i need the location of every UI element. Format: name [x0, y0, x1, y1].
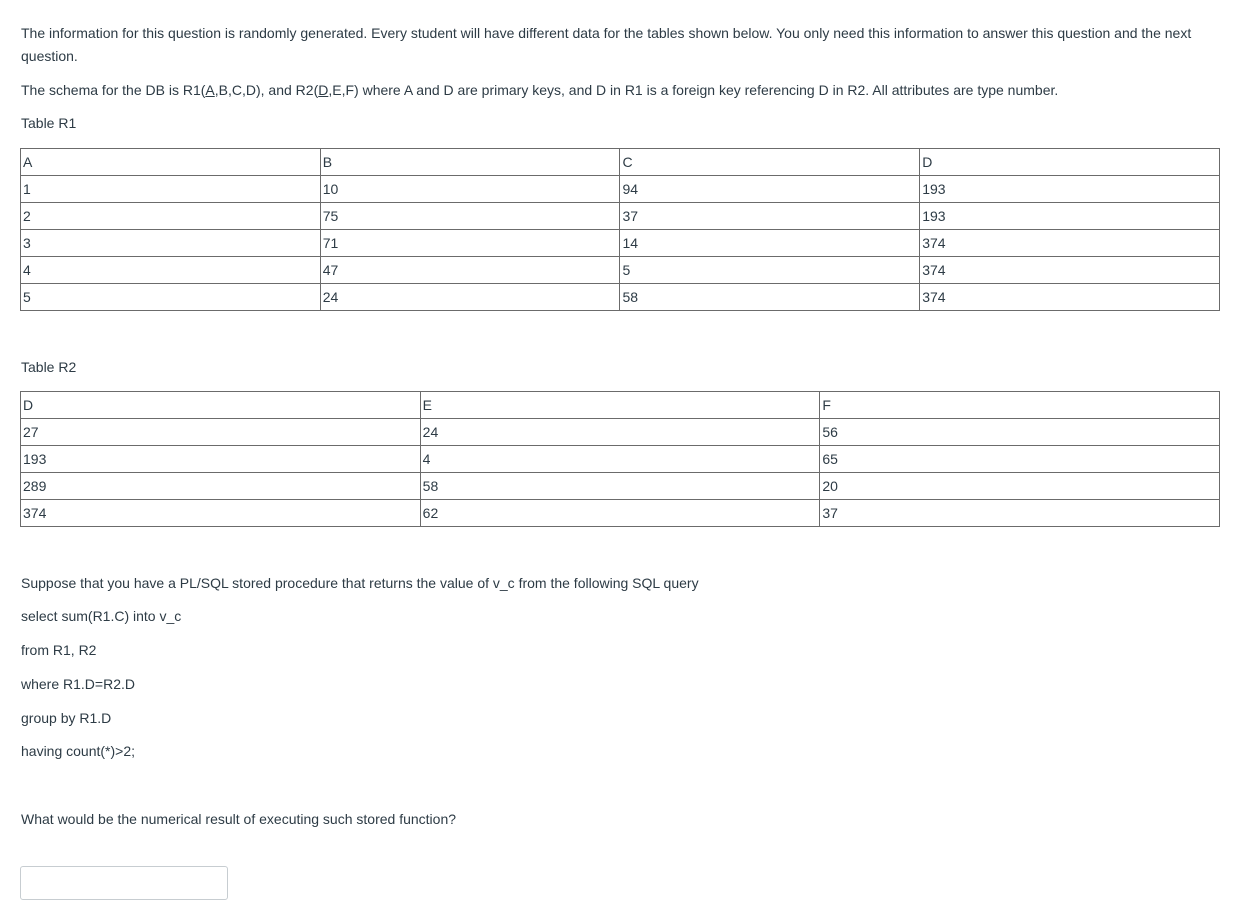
table-r1-header-row [21, 149, 1220, 176]
procedure-text: Suppose that you have a PL/SQL stored procedure that returns the value of v_c from the following SQL query [21, 575, 699, 591]
schema-r2-key: D [318, 82, 329, 98]
sql-line: select sum(R1.C) into v_c [21, 608, 182, 624]
table-r1-header-cell: D [920, 149, 1220, 176]
table-row [21, 257, 1220, 284]
table-cell: 5 [21, 284, 321, 311]
table-cell: 65 [820, 446, 1220, 473]
table-cell: 24 [320, 284, 620, 311]
sql-line: group by R1.D [21, 710, 112, 726]
table-r2 [20, 391, 1220, 527]
table-cell: 58 [620, 284, 920, 311]
table-cell: 75 [320, 203, 620, 230]
table-cell: 193 [920, 203, 1220, 230]
table-cell: 374 [920, 284, 1220, 311]
table-cell: 56 [820, 419, 1220, 446]
table-cell: 1 [21, 176, 321, 203]
schema-r1-key: A [205, 82, 215, 98]
table-r2-label: Table R2 [21, 359, 77, 375]
table-r2-header-row [21, 392, 1220, 419]
table-cell: 24 [420, 419, 820, 446]
table-cell: 4 [420, 446, 820, 473]
table-cell: 62 [420, 500, 820, 527]
table-cell: 193 [21, 446, 421, 473]
table-row [21, 473, 1220, 500]
table-r1-header-cell: A [21, 149, 321, 176]
table-r1-label: Table R1 [21, 115, 77, 131]
table-cell: 37 [820, 500, 1220, 527]
table-cell: 374 [21, 500, 421, 527]
schema-r2-rest: ,E,F) where A and D are primary keys, and D in R1 is a foreign key referencing D in R2. All attributes are type number. [328, 82, 1059, 98]
answer-input[interactable] [20, 866, 228, 900]
question-text: What would be the numerical result of executing such stored function? [21, 811, 457, 827]
intro-text: The information for this question is randomly generated. Every student will have different data for the tables shown below. You only need this information to answer this question and the next question. [21, 25, 1192, 64]
table-cell: 374 [920, 257, 1220, 284]
sql-line: from R1, R2 [21, 642, 97, 658]
table-cell: 94 [620, 176, 920, 203]
table-row [21, 419, 1220, 446]
table-cell: 71 [320, 230, 620, 257]
table-r2-header-cell: F [820, 392, 1220, 419]
table-cell: 289 [21, 473, 421, 500]
table-cell: 58 [420, 473, 820, 500]
schema-r1-rest: ,B,C,D), and R2( [214, 82, 319, 98]
table-cell: 47 [320, 257, 620, 284]
table-r1 [20, 148, 1220, 311]
table-r2-header-cell: D [21, 392, 421, 419]
table-cell: 374 [920, 230, 1220, 257]
table-row [21, 176, 1220, 203]
table-row [21, 500, 1220, 527]
table-cell: 37 [620, 203, 920, 230]
table-cell: 193 [920, 176, 1220, 203]
table-cell: 2 [21, 203, 321, 230]
table-cell: 5 [620, 257, 920, 284]
sql-line: where R1.D=R2.D [21, 676, 135, 692]
table-cell: 27 [21, 419, 421, 446]
table-r1-header-cell: C [620, 149, 920, 176]
table-cell: 3 [21, 230, 321, 257]
table-r2-header-cell: E [420, 392, 820, 419]
table-cell: 10 [320, 176, 620, 203]
table-row [21, 446, 1220, 473]
table-row [21, 203, 1220, 230]
table-cell: 20 [820, 473, 1220, 500]
schema-text [21, 79, 1226, 102]
table-row [21, 230, 1220, 257]
table-row [21, 284, 1220, 311]
table-cell: 4 [21, 257, 321, 284]
sql-line: having count(*)>2; [21, 743, 136, 759]
table-r1-header-cell: B [320, 149, 620, 176]
table-cell: 14 [620, 230, 920, 257]
schema-prefix: The schema for the DB is R1( [21, 82, 206, 98]
